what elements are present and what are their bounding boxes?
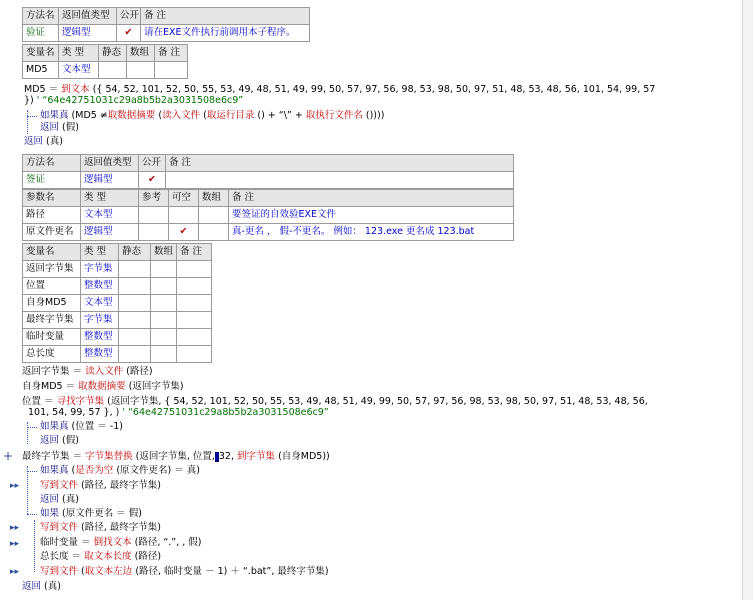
col-header-name: 方法名 (23, 8, 59, 25)
args: (路径, 临时变量 － 1) ＋ “.bat”, 最终字节集) (135, 566, 329, 577)
flow-connector (34, 520, 35, 572)
args: 32, (218, 451, 234, 462)
col-header-nullable: 可空 (169, 190, 199, 207)
col-header-type: 类 型 (81, 190, 139, 207)
args: (返回字节集, { 54, 52, 101, 52, 50, 55, 53, 49, 48, 51, 49, 99, 50, 57, 97, 56, 98, 53, 98, 50, 97, 51, 48, 53, 48, 56, (107, 396, 648, 407)
code-line[interactable] (40, 110, 384, 122)
flow-connector (27, 471, 37, 472)
sub-name-cell[interactable]: 验证 (23, 25, 59, 42)
table-row[interactable] (23, 261, 212, 278)
args: (路径, 最终字节集) (81, 480, 161, 491)
code-line[interactable] (24, 95, 243, 107)
comment: ' “64e42751031c29a8b5b2a3031508e6c9” (36, 95, 244, 106)
param-table (22, 189, 514, 241)
note-cell[interactable]: 要签证的自效验EXE文件 (229, 207, 514, 224)
table-row[interactable] (23, 207, 514, 224)
table-row[interactable] (23, 329, 212, 346)
col-header-ref: 参考 (139, 190, 169, 207)
args: (假) (62, 435, 79, 446)
code-line[interactable] (40, 537, 202, 549)
code-line[interactable] (40, 566, 329, 578)
var-type-cell[interactable]: 整数型 (81, 329, 119, 346)
function-name: 字节集替换 (85, 451, 133, 462)
col-header-note: 备 注 (141, 8, 310, 25)
col-header-var: 变量名 (23, 244, 81, 261)
col-header-array: 数组 (127, 45, 155, 62)
sub-name-cell[interactable]: 签证 (23, 172, 81, 189)
flow-connector (27, 466, 28, 514)
col-header-rtype: 返回值类型 (59, 8, 117, 25)
static-cell[interactable] (119, 312, 151, 329)
args: (真) (62, 494, 79, 505)
keyword: 如果真 (40, 110, 69, 121)
breakpoint-arrow-icon[interactable]: ▸▸ (10, 481, 20, 491)
var-name-cell[interactable]: MD5 (23, 62, 59, 79)
var-name-cell[interactable]: 位置 (23, 278, 81, 295)
function-name: 取文本左边 (84, 566, 133, 577)
assign-target: 返回字节集 ＝ (22, 366, 83, 377)
var-type-cell[interactable]: 文本型 (81, 295, 119, 312)
param-name-cell[interactable]: 原文件更名 (23, 224, 81, 241)
args: (路径) (134, 551, 162, 562)
expr: () + “\” + (257, 110, 303, 121)
function-name: 寻找字节集 (56, 396, 105, 407)
assign-target: 位置 ＝ (22, 396, 54, 407)
code-line[interactable] (40, 480, 161, 492)
args: ({ 54, 52, 101, 52, 50, 55, 53, 49, 48, 51, 49, 99, 50, 57, 97, 56, 98, 53, 98, 50, 97, 51, 48, 53, 48, 56, 101, 54, 99, 57 (92, 84, 656, 95)
col-header-array: 数组 (151, 244, 177, 261)
comment: ' “64e42751031c29a8b5b2a3031508e6c9” (122, 407, 329, 418)
var-type-cell[interactable]: 字节集 (81, 312, 119, 329)
code-line[interactable] (40, 122, 79, 134)
array-cell[interactable] (151, 295, 177, 312)
vertical-scrollbar[interactable] (742, 0, 753, 600)
code-line[interactable] (40, 551, 161, 563)
note-cell[interactable] (177, 312, 212, 329)
keyword: 返回 (24, 136, 44, 147)
keyword: 返回 (22, 581, 42, 592)
sub2-var-table (22, 243, 212, 363)
col-header-var: 变量名 (23, 45, 59, 62)
flow-connector (27, 514, 37, 515)
args: (返回字节集) (128, 381, 184, 392)
col-header-array: 数组 (199, 190, 229, 207)
args: (返回字节集, 位置, (135, 451, 215, 462)
var-type-cell[interactable]: 字节集 (81, 261, 119, 278)
assign-op: ＝ (48, 84, 59, 95)
keyword: 如果 (40, 508, 60, 519)
keyword: 返回 (40, 494, 60, 505)
static-cell[interactable] (119, 329, 151, 346)
expr: ( (203, 110, 207, 121)
keyword: 返回 (40, 122, 60, 133)
code-line[interactable] (40, 421, 123, 433)
table-row[interactable] (23, 295, 212, 312)
array-cell[interactable] (151, 261, 177, 278)
args: (自身MD5)) (278, 451, 330, 462)
args: ( (71, 465, 76, 476)
var-name-cell[interactable]: 临时变量 (23, 329, 81, 346)
keyword: 如果真 (40, 465, 69, 476)
function-name: 读入文件 (85, 366, 124, 377)
sub1-var-table (22, 44, 188, 79)
array-cell[interactable] (151, 346, 177, 363)
expr: ( (158, 110, 163, 121)
note-cell[interactable] (177, 261, 212, 278)
args: ( (81, 566, 85, 577)
flow-connector (27, 116, 37, 117)
args: (真) (46, 136, 63, 147)
function-name: 取文本长度 (84, 551, 132, 562)
sub1-table (22, 7, 310, 42)
assign-target: 总长度 ＝ (40, 551, 82, 562)
args: (原文件更名 ＝ 假) (62, 508, 142, 519)
function-name: 取运行目录 (206, 110, 255, 121)
code-line[interactable] (40, 522, 161, 534)
return-type-cell[interactable]: 逻辑型 (59, 25, 117, 42)
add-line-icon[interactable]: + (3, 449, 14, 463)
function-name: 取数据摘要 (78, 381, 126, 392)
param-type-cell[interactable]: 逻辑型 (81, 224, 139, 241)
col-header-rtype: 返回值类型 (81, 155, 139, 172)
col-header-note: 备 注 (177, 244, 212, 261)
function-name: 读入文件 (162, 110, 201, 121)
table-row[interactable] (23, 312, 212, 329)
assign-target: 临时变量 ＝ (40, 537, 91, 548)
static-cell[interactable] (119, 278, 151, 295)
function-name: 取数据摘要 (107, 110, 156, 121)
array-cell[interactable] (151, 312, 177, 329)
array-cell[interactable] (151, 329, 177, 346)
args: (真) (44, 581, 61, 592)
public-check[interactable]: ✔ (139, 172, 166, 189)
col-header-note: 备 注 (166, 155, 514, 172)
breakpoint-arrow-icon[interactable]: ▸▸ (10, 523, 20, 533)
code-line[interactable] (40, 508, 142, 520)
code-line[interactable] (40, 435, 79, 447)
args: }) (24, 95, 34, 106)
var-name-cell[interactable]: 总长度 (23, 346, 81, 363)
col-header-public: 公开 (139, 155, 166, 172)
array-cell[interactable] (127, 62, 155, 79)
note-cell[interactable]: 请在EXE文件执行前调用本子程序。 (141, 25, 310, 42)
code-line[interactable] (40, 465, 200, 477)
nullable-cell[interactable] (169, 207, 199, 224)
public-check[interactable]: ✔ (117, 25, 141, 42)
note-cell[interactable] (166, 172, 514, 189)
code-line[interactable] (22, 451, 330, 463)
nullable-cell[interactable]: ✔ (169, 224, 199, 241)
col-header-param: 参数名 (23, 190, 81, 207)
function-name: 取执行文件名 (305, 110, 363, 121)
note-cell[interactable] (177, 278, 212, 295)
note-cell[interactable] (177, 329, 212, 346)
col-header-public: 公开 (117, 8, 141, 25)
col-header-name: 方法名 (23, 155, 81, 172)
keyword: 返回 (40, 435, 60, 446)
var-type-cell[interactable]: 文本型 (59, 62, 99, 79)
var-type-cell[interactable]: 整数型 (81, 278, 119, 295)
expr: ()))) (365, 110, 385, 121)
static-cell[interactable] (119, 346, 151, 363)
flow-connector (27, 110, 28, 134)
function-name: 写到文件 (40, 522, 79, 533)
args: 101, 54, 99, 57 }, ) (28, 407, 120, 418)
function-name: 写到文件 (40, 480, 79, 491)
note-cell[interactable] (155, 62, 188, 79)
function-name: 到字节集 (237, 451, 276, 462)
function-name: 到文本 (61, 84, 90, 95)
col-header-note: 备 注 (229, 190, 514, 207)
flow-connector (27, 427, 37, 428)
function-name: 倒找文本 (93, 537, 132, 548)
assign-target: 自身MD5 ＝ (22, 381, 76, 392)
code-line[interactable] (28, 407, 329, 419)
col-header-type: 类 型 (59, 45, 99, 62)
return-type-cell[interactable]: 逻辑型 (81, 172, 139, 189)
var-name-cell[interactable]: 最终字节集 (23, 312, 81, 329)
code-line[interactable] (24, 136, 63, 148)
array-cell[interactable] (151, 278, 177, 295)
ref-cell[interactable] (139, 224, 169, 241)
var-type-cell[interactable]: 整数型 (81, 346, 119, 363)
var-name-cell[interactable]: 自身MD5 (23, 295, 81, 312)
args: (路径, “.”, , 假) (134, 537, 202, 548)
assign-target: 最终字节集 ＝ (22, 451, 83, 462)
param-name-cell[interactable]: 路径 (23, 207, 81, 224)
var-name-cell[interactable]: 返回字节集 (23, 261, 81, 278)
table-row[interactable] (23, 346, 212, 363)
keyword: 如果真 (40, 421, 69, 432)
note-cell[interactable]: 真-更名 ， 假-不更名。 例如： 123.exe 更名成 123.bat (229, 224, 514, 241)
col-header-static: 静态 (99, 45, 127, 62)
code-line[interactable] (22, 366, 153, 378)
array-cell[interactable] (199, 224, 229, 241)
var-ref: MD5 (24, 84, 46, 95)
code-line[interactable] (40, 494, 79, 506)
code-line[interactable] (22, 581, 61, 593)
args: (路径, 最终字节集) (81, 522, 161, 533)
col-header-note: 备 注 (155, 45, 188, 62)
array-cell[interactable] (199, 207, 229, 224)
note-cell[interactable] (177, 295, 212, 312)
sub2-table (22, 154, 514, 189)
function-name: 是否为空 (75, 465, 114, 476)
static-cell[interactable] (119, 261, 151, 278)
table-row[interactable] (23, 278, 212, 295)
breakpoint-arrow-icon[interactable]: ▸▸ (10, 567, 20, 577)
breakpoint-arrow-icon[interactable]: ▸▸ (10, 539, 20, 549)
col-header-static: 静态 (119, 244, 151, 261)
expr: (MD5 ≠ (71, 110, 108, 121)
args: (位置 ＝ -1) (71, 421, 123, 432)
args: (路径) (126, 366, 153, 377)
flow-connector (27, 422, 28, 444)
function-name: 写到文件 (40, 566, 79, 577)
ref-cell[interactable] (139, 207, 169, 224)
table-row[interactable] (23, 224, 514, 241)
code-line[interactable] (22, 381, 184, 393)
args: (原文件更名) ＝ 真) (116, 465, 200, 476)
param-type-cell[interactable]: 文本型 (81, 207, 139, 224)
static-cell[interactable] (99, 62, 127, 79)
static-cell[interactable] (119, 295, 151, 312)
args: (假) (62, 122, 79, 133)
col-header-type: 类 型 (81, 244, 119, 261)
note-cell[interactable] (177, 346, 212, 363)
